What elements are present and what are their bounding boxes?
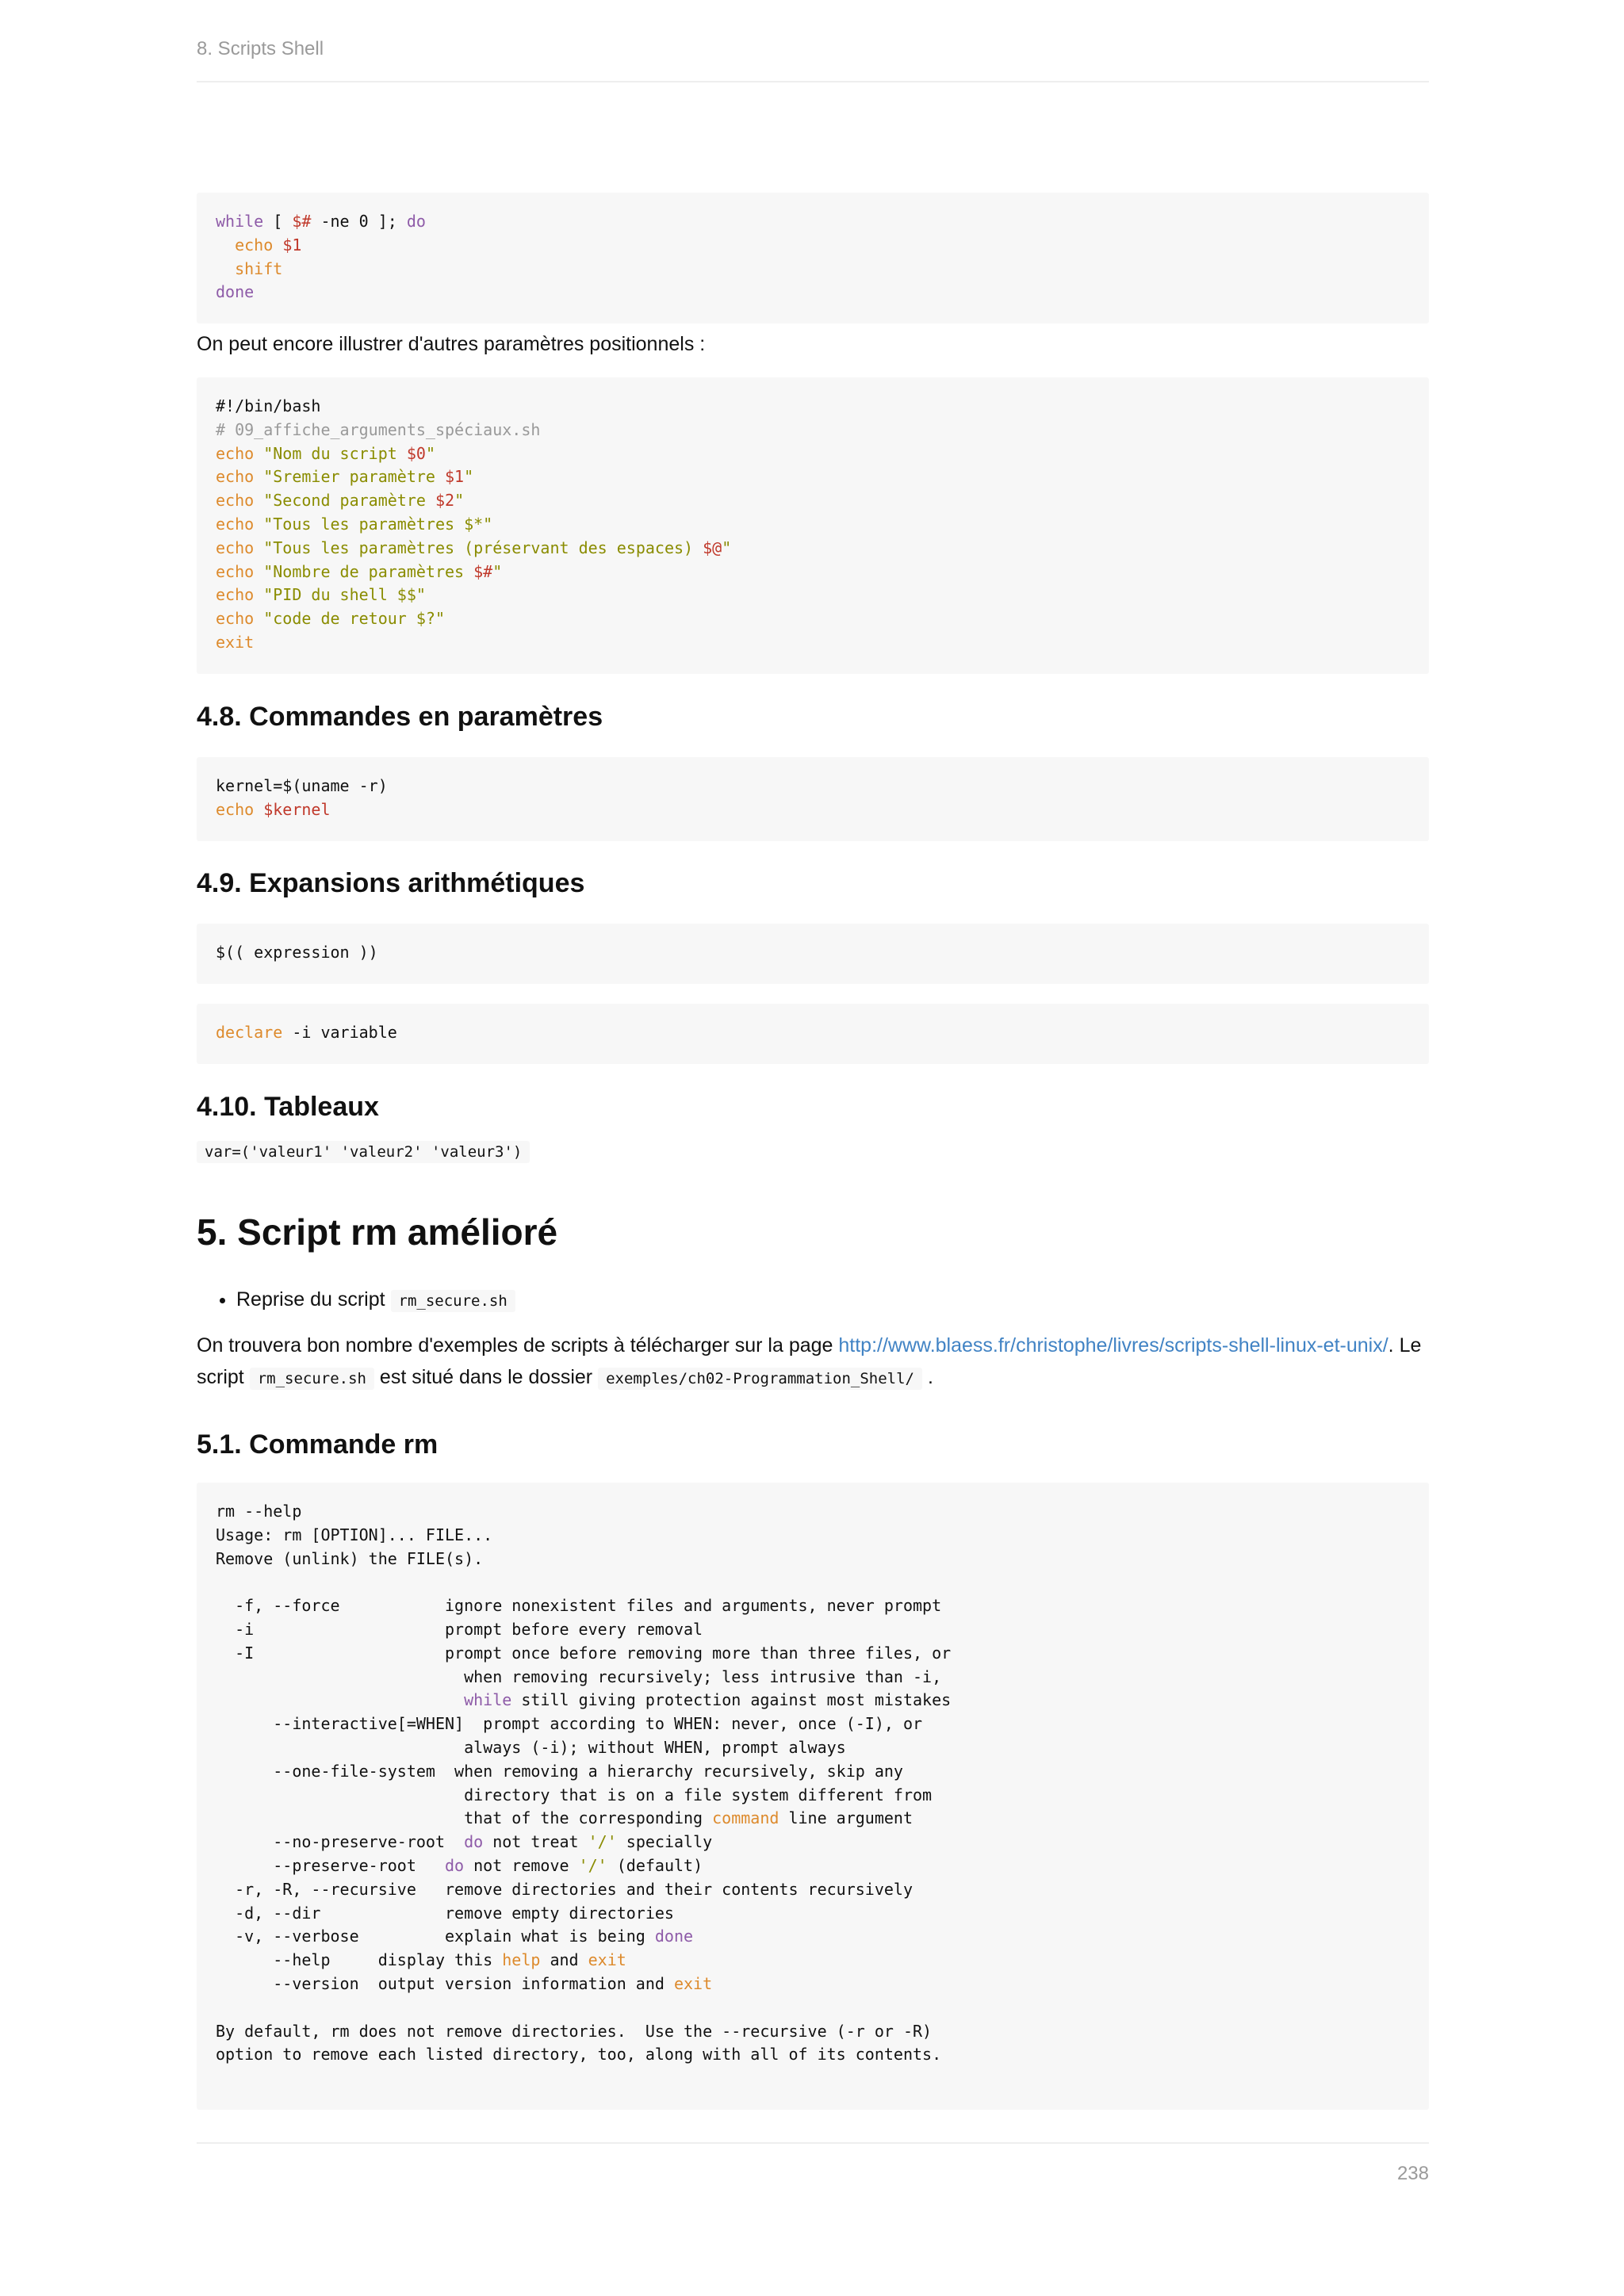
- heading: 4.10. Tableaux: [197, 1092, 379, 1122]
- code-line: [216, 1996, 1410, 2020]
- code-line: [216, 584, 1410, 607]
- code-token: declare: [216, 1023, 283, 1042]
- code-token: always (-i); without WHEN, prompt always: [216, 1737, 846, 1757]
- inline-code: exemples/ch02-Programmation_Shell/: [598, 1368, 922, 1390]
- inline-code: rm_secure.sh: [391, 1290, 515, 1312]
- code-token: echo: [216, 609, 255, 629]
- code-token: ": [464, 467, 474, 487]
- code-token: echo: [216, 561, 255, 581]
- code-token: exit: [673, 1973, 713, 1993]
- code-token: echo: [216, 443, 255, 463]
- code-token: #!/bin/bash: [216, 396, 321, 415]
- code-token: echo: [235, 235, 274, 254]
- code-token: '/': [588, 1832, 617, 1852]
- code-token: not remove: [464, 1855, 579, 1875]
- code-line: [216, 281, 1410, 304]
- paragraph-text: .: [922, 1366, 933, 1388]
- code-line: [216, 1902, 1410, 1926]
- paragraph: On peut encore illustrer d'autres paramètres positionnels :: [197, 333, 706, 355]
- code-token: "Tous les paramètres (préservant des espaces): [263, 538, 703, 557]
- code-token: exit: [588, 1950, 626, 1970]
- code-token: [: [263, 212, 293, 231]
- code-token: echo: [216, 585, 255, 605]
- code-line: [216, 513, 1410, 537]
- code-token: $1: [282, 235, 302, 254]
- section-heading-4-9: [197, 868, 1429, 899]
- code-block-rm-help: [197, 1483, 1429, 2110]
- code-line: [216, 1666, 1410, 1689]
- code-token: ": [722, 538, 732, 557]
- code-block: [197, 377, 1429, 674]
- code-token: -i prompt before every removal: [216, 1619, 703, 1639]
- code-token: command: [712, 1808, 779, 1828]
- code-line: [216, 561, 1410, 584]
- paragraph-text: On trouvera bon nombre d'exemples de scripts à télécharger sur la page: [197, 1334, 839, 1357]
- code-token: [254, 538, 263, 557]
- page-footer: [197, 2142, 1429, 2185]
- code-token: echo: [216, 467, 255, 487]
- section-heading-4-10: [197, 1092, 1429, 1123]
- code-token: kernel=$(uname -r): [216, 776, 388, 795]
- code-token: [216, 1690, 464, 1709]
- code-line: [216, 210, 1410, 234]
- code-token: (default): [607, 1855, 703, 1875]
- code-token: --interactive[=WHEN] prompt according to WHEN: never, once (-I), or: [216, 1714, 923, 1734]
- code-line: [216, 1784, 1410, 1808]
- code-token: -r, -R, --recursive remove directories and their contents recursively: [216, 1879, 913, 1899]
- code-line: [216, 941, 1410, 965]
- code-token: "Sremier paramètre: [263, 467, 445, 487]
- heading: 5.1. Commande rm: [197, 1429, 439, 1460]
- code-token: "Tous les paramètres $*": [263, 514, 493, 534]
- code-token: rm --help: [216, 1502, 302, 1521]
- heading: 4.8. Commandes en paramètres: [197, 702, 603, 732]
- code-token: when removing recursively; less intrusive than -i,: [216, 1667, 942, 1686]
- code-token: ": [454, 491, 465, 511]
- code-token: "code de retour $?": [263, 609, 445, 629]
- code-block: [197, 193, 1429, 323]
- code-token: that of the corresponding: [216, 1808, 713, 1828]
- list-item: [236, 1284, 1429, 1317]
- code-token: echo: [216, 491, 255, 511]
- code-token: done: [216, 282, 255, 302]
- heading: 4.9. Expansions arithmétiques: [197, 868, 585, 898]
- code-line: [216, 1618, 1410, 1642]
- code-line: [216, 1548, 1410, 1571]
- code-token: still giving protection against most mistakes: [511, 1690, 952, 1710]
- code-token: directory that is on a file system different from: [216, 1785, 933, 1804]
- code-line: [216, 1949, 1410, 1973]
- code-line: [216, 395, 1410, 419]
- code-token: -I prompt once before removing more than three files, or: [216, 1643, 952, 1663]
- code-token: [254, 562, 263, 581]
- code-line: [216, 1571, 1410, 1594]
- code-line: [216, 234, 1410, 258]
- code-token: -f, --force ignore nonexistent files and arguments, never prompt: [216, 1596, 942, 1616]
- code-block-arith-expansion: [197, 924, 1429, 984]
- code-token: -ne 0 ];: [311, 212, 407, 231]
- code-token: line argument: [779, 1808, 914, 1828]
- code-token: $kernel: [263, 799, 331, 819]
- code-line: [216, 631, 1410, 655]
- code-line: [216, 1642, 1410, 1666]
- code-line: [216, 1807, 1410, 1831]
- code-token: help: [502, 1950, 541, 1970]
- code-token: $0: [406, 443, 426, 463]
- code-token: while: [464, 1690, 512, 1710]
- code-token: do: [406, 212, 426, 231]
- paragraph: [197, 1330, 1429, 1395]
- paragraph-text: est situé dans le dossier: [373, 1366, 599, 1388]
- code-token: --version output version information and: [216, 1973, 674, 1993]
- code-token: [254, 800, 263, 819]
- code-line: [216, 1524, 1410, 1548]
- code-line: [216, 489, 1410, 513]
- code-token: [254, 585, 263, 604]
- code-line: [216, 1831, 1410, 1854]
- paragraph-text: . Le script: [197, 1334, 1422, 1388]
- code-line: [216, 607, 1410, 631]
- code-token: [273, 235, 282, 254]
- code-token: "PID du shell $$": [263, 585, 426, 605]
- code-token: --help display this: [216, 1950, 503, 1970]
- code-token: $#: [473, 561, 493, 581]
- code-token: --preserve-root: [216, 1855, 445, 1875]
- code-token: [216, 235, 235, 254]
- code-token: Remove (unlink) the FILE(s).: [216, 1548, 484, 1568]
- code-line: [216, 1689, 1410, 1712]
- inline-array-example: [197, 1143, 1429, 1161]
- code-token: shift: [235, 258, 283, 278]
- code-block-kernel: [197, 757, 1429, 841]
- code-token: option to remove each listed directory, too, along with all of its contents.: [216, 2045, 942, 2064]
- code-line: [216, 1973, 1410, 1996]
- code-token: By default, rm does not remove directories. Use the --recursive (-r or -R): [216, 2021, 933, 2041]
- code-token: [254, 515, 263, 534]
- chapter-heading-5: [197, 1211, 1429, 1253]
- code-line: [216, 798, 1410, 822]
- code-token: $1: [445, 467, 465, 487]
- code-token: $(( expression )): [216, 943, 378, 962]
- code-line: [216, 1500, 1410, 1524]
- page-number: 238: [1396, 2163, 1429, 2184]
- code-token: $2: [435, 491, 455, 511]
- code-token: exit: [216, 632, 255, 652]
- code-line: [216, 537, 1410, 561]
- code-token: "Nombre de paramètres: [263, 561, 474, 581]
- code-line: [216, 1021, 1410, 1045]
- code-token: $@: [703, 538, 722, 557]
- code-token: echo: [216, 538, 255, 557]
- code-line: [216, 419, 1410, 442]
- code-block: [197, 924, 1429, 984]
- code-token: '/': [578, 1855, 607, 1875]
- code-token: --no-preserve-root: [216, 1832, 465, 1852]
- code-token: and: [540, 1950, 588, 1970]
- section-heading-4-8: [197, 702, 1429, 733]
- heading: 5. Script rm amélioré: [197, 1211, 558, 1253]
- code-token: do: [464, 1832, 484, 1852]
- code-token: [254, 609, 263, 628]
- code-block: [197, 757, 1429, 841]
- code-token: specially: [616, 1832, 713, 1852]
- code-token: [254, 491, 263, 510]
- code-token: [216, 259, 235, 278]
- code-line: [216, 1878, 1410, 1902]
- list-item-text: Reprise du script: [236, 1288, 391, 1311]
- code-token: [254, 467, 263, 486]
- inline-code: var=('valeur1' 'valeur2' 'valeur3'): [197, 1141, 530, 1163]
- code-line: [216, 442, 1410, 466]
- code-token: done: [654, 1927, 694, 1946]
- code-token: # 09_affiche_arguments_spéciaux.sh: [216, 419, 541, 439]
- code-line: [216, 1736, 1410, 1760]
- code-token: do: [444, 1855, 465, 1875]
- code-token: "Second paramètre: [263, 491, 435, 511]
- code-line: [216, 1760, 1410, 1784]
- code-line: [216, 1925, 1410, 1949]
- code-token: $#: [292, 212, 312, 231]
- code-token: --one-file-system when removing a hierarchy recursively, skip any: [216, 1761, 903, 1781]
- code-line: [216, 1712, 1410, 1736]
- code-token: -v, --verbose explain what is being: [216, 1927, 655, 1946]
- code-token: Usage: rm [OPTION]... FILE...: [216, 1525, 493, 1544]
- bullet-list: [197, 1284, 1429, 1317]
- code-line: [216, 465, 1410, 489]
- code-token: ": [425, 443, 435, 463]
- code-line: [216, 775, 1410, 798]
- code-block: [197, 1004, 1429, 1064]
- code-token: echo: [216, 514, 255, 534]
- inline-code: rm_secure.sh: [250, 1368, 374, 1390]
- code-line: [216, 2067, 1410, 2091]
- code-token: ": [492, 561, 503, 581]
- list: [197, 1284, 1429, 1317]
- code-token: while: [216, 212, 264, 231]
- code-token: not treat: [483, 1832, 588, 1852]
- code-line: [216, 258, 1410, 281]
- code-line: [216, 2020, 1410, 2044]
- code-block-while-loop: [197, 193, 1429, 323]
- code-token: "Nom du script: [263, 443, 407, 463]
- code-line: [216, 1854, 1410, 1878]
- code-token: echo: [216, 799, 255, 819]
- blaess-link[interactable]: http://www.blaess.fr/christophe/livres/scripts-shell-linux-et-unix/: [838, 1334, 1388, 1357]
- code-block: [197, 1483, 1429, 2110]
- paragraph-positional-params: [197, 328, 1429, 360]
- section-heading-5-1: [197, 1429, 1429, 1460]
- paragraph-examples: [197, 1330, 1429, 1395]
- code-block-declare: [197, 1004, 1429, 1064]
- code-line: [216, 1594, 1410, 1618]
- code-token: [254, 444, 263, 463]
- code-line: [216, 2043, 1410, 2067]
- code-token: -d, --dir remove empty directories: [216, 1903, 674, 1923]
- running-header: 8. Scripts Shell: [197, 38, 1429, 82]
- code-block-special-args: [197, 377, 1429, 674]
- code-token: -i variable: [282, 1023, 397, 1042]
